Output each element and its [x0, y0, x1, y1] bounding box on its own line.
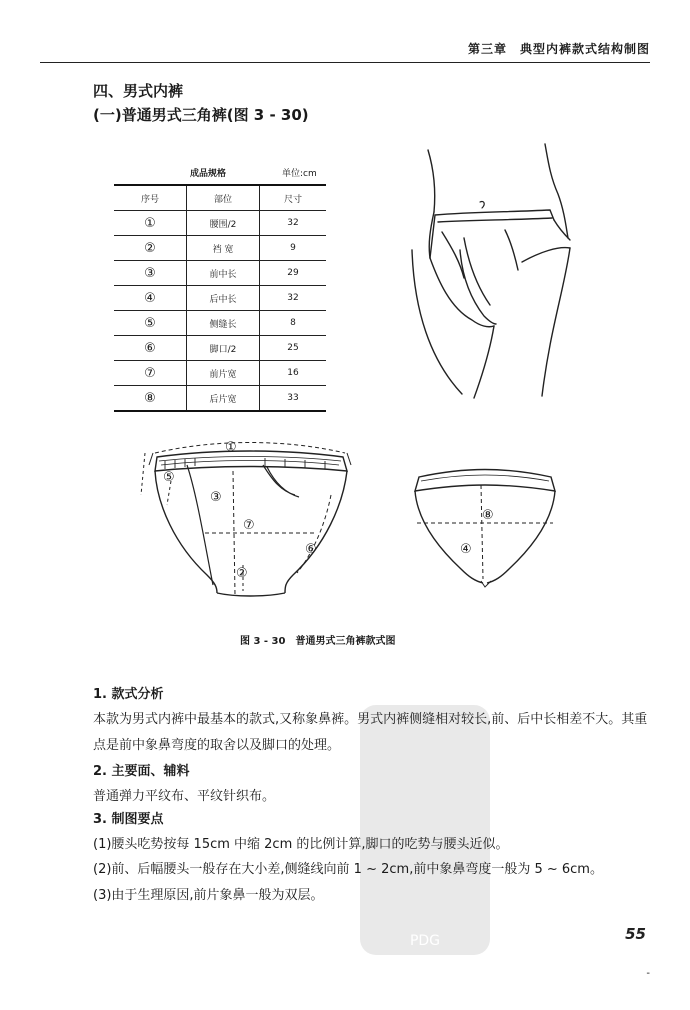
heading-materials: 2. 主要面、辅料 — [93, 764, 190, 779]
spec-table-caption: 成品规格 — [190, 169, 227, 179]
cell-size: 29 — [260, 261, 327, 286]
heading-style-analysis: 1. 款式分析 — [93, 687, 164, 702]
spec-table — [114, 184, 326, 412]
back-view-diagram — [405, 465, 565, 590]
label-7: ⑦ — [243, 518, 255, 533]
cell-part: 前片宽 — [187, 361, 260, 386]
table-row — [114, 311, 326, 336]
label-8: ⑧ — [482, 508, 494, 523]
label-5: ⑤ — [163, 470, 175, 485]
cell-part: 后片宽 — [187, 386, 260, 412]
cell-index: ⑥ — [114, 336, 187, 361]
table-row — [114, 211, 326, 236]
drafting-point-3: (3)由于生理原因,前片象鼻一般为双层。 — [93, 888, 324, 903]
label-1: ① — [225, 440, 237, 455]
cell-index: ⑤ — [114, 311, 187, 336]
margin-mark: - — [646, 968, 650, 979]
table-row — [114, 261, 326, 286]
col-header-index: 序号 — [114, 185, 187, 211]
cell-part: 前中长 — [187, 261, 260, 286]
table-row — [114, 286, 326, 311]
cell-part: 脚口/2 — [187, 336, 260, 361]
watermark-text: PDG — [409, 933, 441, 949]
cell-index: ④ — [114, 286, 187, 311]
cell-size: 25 — [260, 336, 327, 361]
paragraph-materials: 普通弹力平纹布、平纹针织布。 — [93, 789, 276, 804]
drafting-point-2: (2)前、后幅腰头一般存在大小差,侧缝线向前 1 ~ 2cm,前中象鼻弯度一般为 5 ~ 6cm。 — [93, 862, 603, 877]
section-title: 四、男式内裤 — [93, 82, 184, 100]
cell-part: 后中长 — [187, 286, 260, 311]
label-4: ④ — [460, 542, 472, 557]
drafting-point-1: (1)腰头吃势按每 15cm 中缩 2cm 的比例计算,脚口的吃势与腰头近似。 — [93, 837, 509, 852]
table-row — [114, 336, 326, 361]
cell-part: 腰围/2 — [187, 211, 260, 236]
table-header-row — [114, 185, 326, 211]
cell-size: 33 — [260, 386, 327, 412]
cell-index: ② — [114, 236, 187, 261]
label-6: ⑥ — [305, 542, 317, 557]
col-header-part: 部位 — [187, 185, 260, 211]
cell-index: ① — [114, 211, 187, 236]
page-number: 55 — [625, 925, 646, 943]
table-row — [114, 236, 326, 261]
figure-caption: 图 3 - 30 普通男式三角裤款式图 — [240, 636, 396, 647]
cell-index: ③ — [114, 261, 187, 286]
cell-size: 8 — [260, 311, 327, 336]
header-rule — [40, 62, 650, 63]
label-2: ② — [236, 566, 248, 581]
spec-table-unit: 单位:cm — [282, 169, 317, 179]
body-illustration — [400, 140, 590, 400]
heading-drafting-points: 3. 制图要点 — [93, 812, 164, 827]
col-header-size: 尺寸 — [260, 185, 327, 211]
cell-size: 9 — [260, 236, 327, 261]
running-head: 第三章 典型内裤款式结构制图 — [467, 42, 650, 56]
cell-size: 32 — [260, 211, 327, 236]
cell-index: ⑦ — [114, 361, 187, 386]
table-row — [114, 386, 326, 412]
cell-size: 32 — [260, 286, 327, 311]
cell-part: 裆 宽 — [187, 236, 260, 261]
table-row — [114, 361, 326, 386]
section-subtitle: (一)普通男式三角裤(图 3 - 30) — [93, 106, 309, 124]
cell-index: ⑧ — [114, 386, 187, 412]
cell-part: 侧缝长 — [187, 311, 260, 336]
paragraph-style-analysis: 本款为男式内裤中最基本的款式,又称象鼻裤。男式内裤侧缝相对较长,前、后中长相差不大。其重点是前中象鼻弯度的取舍以及脚口的处理。 — [93, 712, 648, 753]
cell-size: 16 — [260, 361, 327, 386]
label-3: ③ — [210, 490, 222, 505]
